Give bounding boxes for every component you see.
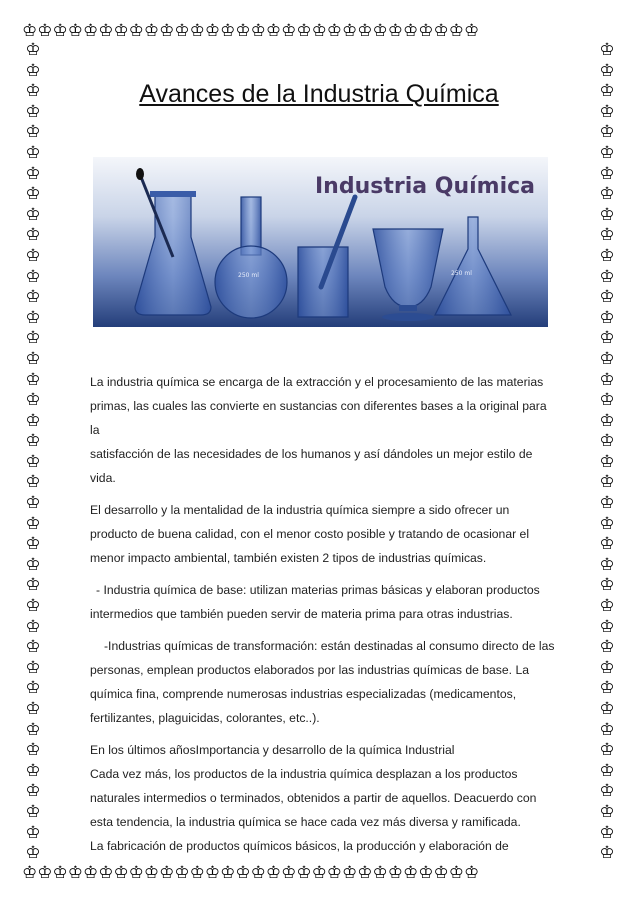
hero-image bbox=[93, 157, 548, 327]
page-title: Avances de la Industria Química bbox=[139, 80, 499, 108]
flask-label-1: 250 ml bbox=[238, 272, 259, 279]
paragraph-3-line-1: - Industria química de base: utilizan materias primas básicas y elaboran productos bbox=[96, 583, 540, 597]
body-text bbox=[90, 370, 555, 858]
banner-text: Industria Química bbox=[315, 174, 536, 199]
border-bottom: ♔♔♔♔♔♔♔♔♔♔♔♔♔♔♔♔♔♔♔♔♔♔♔♔♔♔♔♔♔♔ bbox=[22, 863, 480, 883]
paragraph-4-line-4: fertilizantes, plaguicidas, colorantes, etc..). bbox=[90, 711, 320, 725]
paragraph-4-line-2: personas, emplean productos elaborados por las industrias químicas de base. La bbox=[90, 663, 530, 677]
paragraph-5-line-1: En los últimos añosImportancia y desarrollo de la química Industrial bbox=[90, 743, 455, 757]
paragraph-5-line-2: Cada vez más, los productos de la industria química desplazan a los productos bbox=[90, 767, 518, 781]
border-top: ♔♔♔♔♔♔♔♔♔♔♔♔♔♔♔♔♔♔♔♔♔♔♔♔♔♔♔♔♔♔ bbox=[22, 21, 480, 41]
paragraph-5-line-3: naturales intermedios o terminados, obtenidos a partir de aquellos. Deacuerdo con bbox=[90, 791, 537, 805]
paragraph-2-line-3: menor impacto ambiental, también existen 2 tipos de industrias químicas. bbox=[90, 551, 487, 565]
flask-label-2: 250 ml bbox=[451, 270, 472, 277]
paragraph-1-line-3: satisfacción de las necesidades de los humanos y así dándoles un mejor estilo de vida. bbox=[90, 447, 533, 485]
paragraph-5-line-4: esta tendencia, la industria química se hace cada vez más diversa y ramificada. bbox=[90, 815, 521, 829]
paragraph-1-line-2: primas, las cuales las convierte en sustancias con diferentes bases a la original para la bbox=[90, 399, 547, 437]
paragraph-2-line-2: producto de buena calidad, con el menor costo posible y tratando de ocasionar el bbox=[90, 527, 530, 541]
paragraph-3-line-2: intermedios que también pueden servir de materia prima para otras industrias. bbox=[90, 607, 513, 621]
paragraph-5-line-5: La fabricación de productos químicos básicos, la producción y elaboración de bbox=[90, 839, 509, 853]
border-left: ♔ ♔ ♔ ♔ ♔ ♔ ♔ ♔ ♔ ♔ ♔ ♔ ♔ ♔ ♔ ♔ ♔ ♔ ♔ ♔ ♔ ♔ ♔ ♔ ♔ ♔ ♔ ♔ ♔ ♔ ♔ ♔ ♔ ♔ ♔ ♔ ♔ ♔ ♔ ♔ bbox=[25, 40, 41, 864]
paragraph-2-line-1: El desarrollo y la mentalidad de la industria química siempre a sido ofrecer un bbox=[90, 503, 510, 517]
paragraph-4-line-1: -Industrias químicas de transformación: están destinadas al consumo directo de las bbox=[104, 639, 555, 653]
paragraph-4-line-3: química fina, comprende numerosas industrias especializadas (medicamentos, bbox=[90, 687, 517, 701]
paragraph-1-line-1: La industria química se encarga de la extracción y el procesamiento de las materias bbox=[90, 375, 544, 389]
border-right: ♔ ♔ ♔ ♔ ♔ ♔ ♔ ♔ ♔ ♔ ♔ ♔ ♔ ♔ ♔ ♔ ♔ ♔ ♔ ♔ ♔ ♔ ♔ ♔ ♔ ♔ ♔ ♔ ♔ ♔ ♔ ♔ ♔ ♔ ♔ ♔ ♔ ♔ ♔ ♔ bbox=[599, 40, 615, 864]
